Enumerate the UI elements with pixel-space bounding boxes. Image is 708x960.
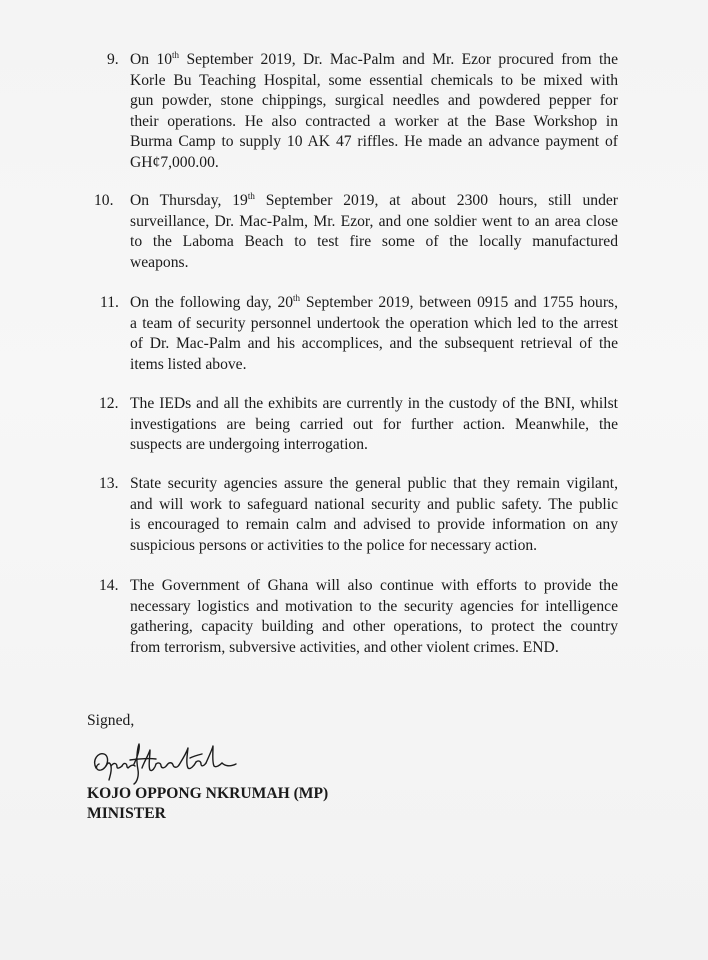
signatory-title: MINISTER (87, 805, 166, 822)
paragraph-number: 11. (100, 294, 119, 311)
paragraph-line: Burma Camp to supply 10 AK 47 riffles. He made an advance payment of (130, 133, 618, 151)
paragraph-line: of Dr. Mac-Palm and his accomplices, and the subsequent retrieval of the (130, 335, 618, 353)
paragraph-line: items listed above. (130, 355, 247, 373)
paragraph-number: 13. (99, 475, 119, 492)
paragraph-line: investigations are being carried out for further action. Meanwhile, the (130, 415, 618, 433)
handwritten-signature (90, 738, 240, 786)
signatory-name: KOJO OPPONG NKRUMAH (MP) (87, 785, 329, 802)
paragraph-line: On Thursday, 19th September 2019, at about 2300 hours, still under (130, 191, 618, 209)
paragraph-line: On the following day, 20th September 2019, between 0915 and 1755 hours, (130, 293, 618, 311)
paragraph-line: gun powder, stone chippings, surgical needles and powdered pepper for (130, 92, 618, 110)
paragraph-10 (130, 191, 618, 273)
paragraph-line: and will work to safeguard national security and public safety. The public (130, 495, 618, 513)
paragraph-line: necessary logistics and motivation to the security agencies for intelligence (130, 597, 618, 615)
paragraph-line: to the Laboma Beach to test fire some of the locally manufactured (130, 233, 618, 251)
paragraph-11 (130, 293, 618, 375)
paragraph-number: 9. (107, 51, 119, 68)
paragraph-number: 10. (94, 192, 114, 209)
paragraph-line: weapons. (130, 253, 189, 271)
paragraph-line: The IEDs and all the exhibits are currently in the custody of the BNI, whilst (130, 395, 618, 412)
paragraph-line: is encouraged to remain calm and advised to provide information on any (130, 516, 618, 534)
paragraph-line: Korle Bu Teaching Hospital, some essential chemicals to be mixed with (130, 71, 618, 89)
paragraph-line: from terrorism, subversive activities, and other violent crimes. END. (130, 638, 559, 656)
paragraph-line: On 10th September 2019, Dr. Mac-Palm and Mr. Ezor procured from the (130, 50, 618, 68)
paragraph-13 (130, 474, 618, 556)
paragraph-line: GH¢7,000.00. (130, 153, 219, 171)
paragraph-line: gathering, capacity building and other operations, to protect the country (130, 618, 618, 636)
paragraph-line: The Government of Ghana will also continue with efforts to provide the (130, 577, 618, 594)
paragraph-14 (130, 576, 618, 658)
signed-label: Signed, (87, 712, 135, 729)
paragraph-9 (130, 50, 618, 174)
paragraph-line: State security agencies assure the general public that they remain vigilant, (130, 475, 618, 492)
paragraph-line: their operations. He also contracted a worker at the Base Workshop in (130, 112, 618, 130)
paragraph-line: surveillance, Dr. Mac-Palm, Mr. Ezor, and one soldier went to an area close (130, 212, 618, 230)
paragraph-line: suspicious persons or activities to the police for necessary action. (130, 536, 538, 554)
paragraph-number: 12. (99, 395, 119, 412)
paragraph-12 (130, 394, 618, 456)
paragraph-line: suspects are undergoing interrogation. (130, 436, 368, 454)
paragraph-number: 14. (99, 577, 119, 594)
paragraph-line: a team of security personnel undertook the operation which led to the arrest (130, 314, 618, 332)
